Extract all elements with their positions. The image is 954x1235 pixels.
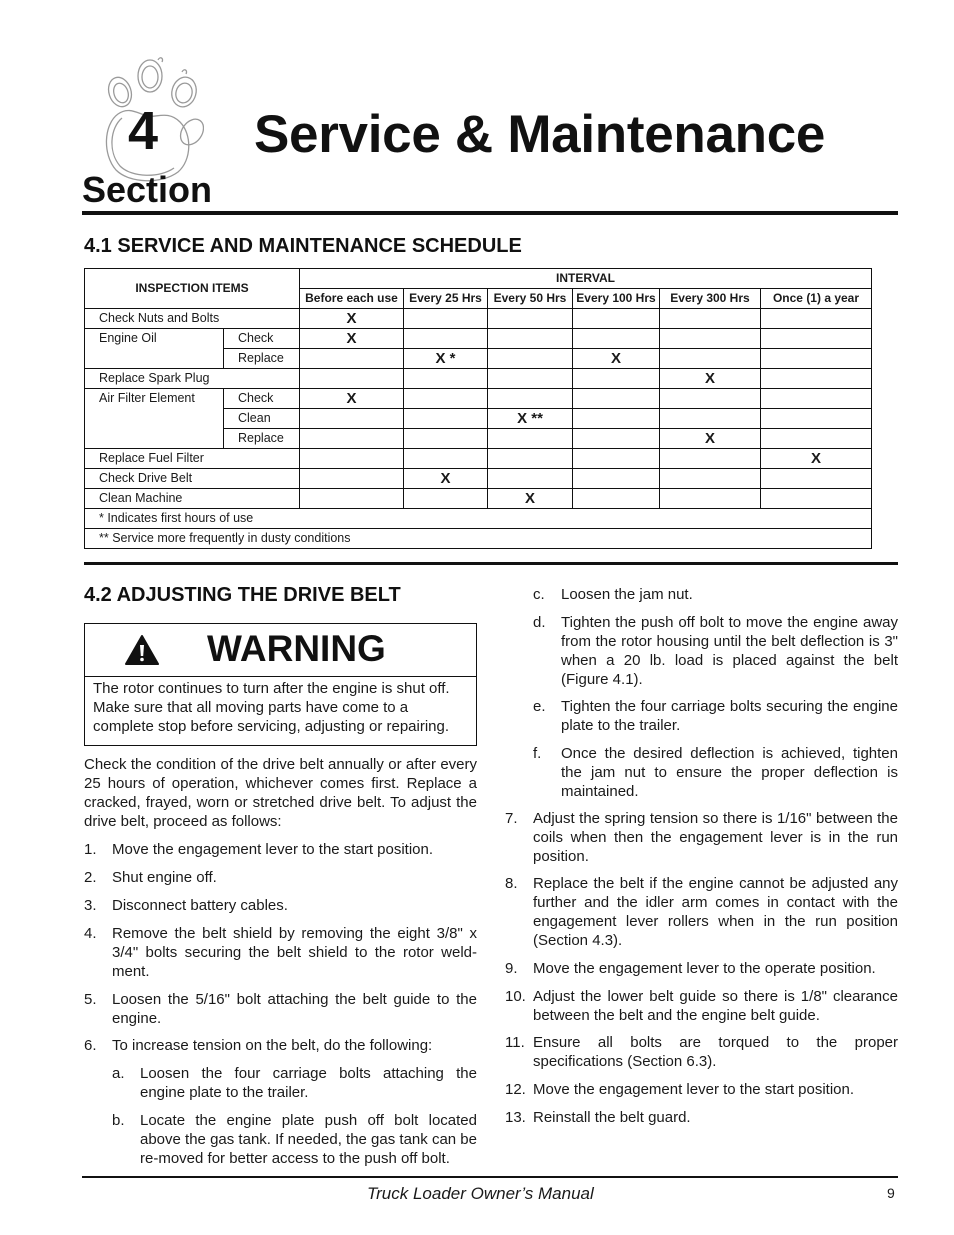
mark-cell (573, 369, 660, 389)
item-cell: Replace Fuel Filter (85, 449, 300, 469)
mark-cell (761, 429, 872, 449)
list-marker: 9. (505, 960, 518, 977)
list-marker: 13. (505, 1109, 526, 1126)
interval-col-header: Every 100 Hrs (573, 289, 660, 309)
mark-cell (404, 329, 488, 349)
item-cell: Check Nuts and Bolts (85, 309, 300, 329)
mark-cell (761, 489, 872, 509)
mark-cell (761, 389, 872, 409)
list-item (533, 613, 898, 689)
list-item (533, 697, 898, 735)
table-row (85, 489, 872, 509)
list-marker: c. (533, 586, 545, 603)
list-item (84, 840, 477, 859)
table-row (85, 309, 872, 329)
mark-cell (488, 369, 573, 389)
list-text: Remove the belt shield by removing the eight 3/8" x 3/4" bolts securing the belt shield to the rotor weld-ment. (112, 925, 477, 980)
mark-cell (660, 349, 761, 369)
footer-divider (82, 1176, 898, 1178)
mark-cell (404, 489, 488, 509)
page-title: Service & Maintenance (254, 105, 826, 164)
table-note-row (85, 529, 872, 549)
mark-cell (488, 329, 573, 349)
list-item (112, 1064, 477, 1102)
mark-cell (488, 469, 573, 489)
mark-cell (300, 489, 404, 509)
warning-box (84, 623, 477, 746)
list-marker: 7. (505, 810, 518, 827)
list-text: Tighten the four carriage bolts securing the engine plate to the trailer. (561, 698, 898, 734)
warning-title: WARNING (207, 628, 386, 669)
warning-triangle-icon (125, 634, 159, 666)
list-text: Move the engagement lever to the start position. (112, 841, 434, 858)
list-text: Locate the engine plate push off bolt located above the gas tank. If needed, the gas tank can be re-moved for better access to the push off bolt. (140, 1112, 477, 1167)
section-number: 4 (128, 101, 159, 161)
list-marker: a. (112, 1065, 125, 1082)
list-text: Loosen the four carriage bolts attaching the engine plate to the trailer. (140, 1065, 477, 1101)
list-marker: 5. (84, 991, 97, 1008)
mark-cell (761, 329, 872, 349)
item-cell: Replace Spark Plug (85, 369, 300, 389)
footnote: ** Service more frequently in dusty conditions (85, 529, 872, 549)
table-row (85, 369, 872, 389)
table-note-row (85, 509, 872, 529)
item-cell: Check Drive Belt (85, 469, 300, 489)
footer-title: Truck Loader Owner’s Manual (367, 1184, 594, 1203)
list-text: Adjust the spring tension so there is 1/16" between the coils when then the engagement lever is in the run position. (533, 810, 898, 865)
mark-cell (300, 369, 404, 389)
list-text: Shut engine off. (112, 869, 217, 886)
list-marker: 10. (505, 988, 526, 1005)
mark-cell (404, 429, 488, 449)
mark-cell: X (488, 489, 573, 509)
list-item (505, 959, 898, 978)
list-item (84, 868, 477, 887)
list-item (505, 1080, 898, 1099)
interval-col-header: Once (1) a year (761, 289, 872, 309)
mark-cell (300, 409, 404, 429)
warning-text: The rotor continues to turn after the engine is shut off. Make sure that all moving parts have come to a complete stop before servicing, adjusting or repairing. (93, 680, 450, 735)
mark-cell (761, 369, 872, 389)
mark-cell (660, 469, 761, 489)
mark-cell (488, 429, 573, 449)
interval-col-header: Every 50 Hrs (488, 289, 573, 309)
list-marker: 3. (84, 897, 97, 914)
list-marker: 1. (84, 841, 97, 858)
mark-cell: X (404, 469, 488, 489)
interval-col-header: Every 25 Hrs (404, 289, 488, 309)
mark-cell (573, 389, 660, 409)
list-item (505, 1033, 898, 1071)
sub-item-cell: Replace (224, 429, 300, 449)
list-text: Loosen the jam nut. (561, 586, 693, 603)
table-row (85, 449, 872, 469)
mark-cell: X (300, 389, 404, 409)
item-cell: Air Filter Element (85, 389, 224, 449)
list-text: Ensure all bolts are torqued to the proper specifications (Section 6.3). (533, 1034, 898, 1070)
list-marker: 6. (84, 1037, 97, 1054)
mark-cell (300, 469, 404, 489)
mark-cell (488, 449, 573, 469)
mark-cell: X (300, 309, 404, 329)
interval-col-header: Before each use (300, 289, 404, 309)
belt-heading: 4.2 ADJUSTING THE DRIVE BELT (84, 584, 401, 606)
list-text: Replace the belt if the engine cannot be adjusted any further and the idler arm comes in contact with the engagement lever rollers when in the run position (Section 4.3). (533, 875, 898, 949)
mark-cell (300, 429, 404, 449)
item-cell: Engine Oil (85, 329, 224, 369)
footnote: * Indicates first hours of use (85, 509, 872, 529)
list-marker: d. (533, 614, 546, 631)
list-marker: e. (533, 698, 546, 715)
table-row (85, 389, 872, 409)
list-marker: 11. (505, 1034, 525, 1051)
mark-cell (488, 389, 573, 409)
title-divider (82, 211, 898, 215)
list-item (505, 987, 898, 1025)
mark-cell (300, 449, 404, 469)
list-text: Move the engagement lever to the operate position. (533, 960, 876, 977)
mark-cell (404, 389, 488, 409)
sub-item-cell: Replace (224, 349, 300, 369)
list-marker: 8. (505, 875, 518, 892)
list-marker: 4. (84, 925, 97, 942)
list-text: Adjust the lower belt guide so there is 1/8" clearance between the belt and the engine belt guide. (533, 988, 898, 1024)
page-number: 9 (887, 1185, 895, 1201)
item-cell: Clean Machine (85, 489, 300, 509)
maintenance-schedule-table (84, 268, 872, 549)
table-row (85, 329, 872, 349)
list-item (84, 990, 477, 1028)
list-text: Once the desired deflection is achieved, tighten the jam nut to ensure the proper deflection is maintained. (561, 745, 898, 800)
mark-cell (660, 489, 761, 509)
list-item (505, 809, 898, 866)
interval-header: INTERVAL (300, 269, 872, 289)
mark-cell (660, 389, 761, 409)
mark-cell (404, 449, 488, 469)
warning-header (85, 624, 476, 677)
mark-cell (573, 329, 660, 349)
list-text: Disconnect battery cables. (112, 897, 288, 914)
mark-cell (573, 449, 660, 469)
list-marker: f. (533, 745, 542, 762)
mark-cell: X (660, 429, 761, 449)
mark-cell (761, 469, 872, 489)
mark-cell (761, 309, 872, 329)
list-text: To increase tension on the belt, do the following: (112, 1037, 433, 1054)
list-item (533, 744, 898, 801)
list-text: Loosen the 5/16" bolt attaching the belt guide to the engine. (112, 991, 477, 1027)
mark-cell (573, 409, 660, 429)
mark-cell (404, 409, 488, 429)
schedule-heading: 4.1 SERVICE AND MAINTENANCE SCHEDULE (84, 235, 522, 257)
list-item (84, 1036, 477, 1055)
list-item (112, 1111, 477, 1168)
mark-cell (660, 309, 761, 329)
interval-col-header: Every 300 Hrs (660, 289, 761, 309)
mark-cell (660, 449, 761, 469)
mark-cell (404, 369, 488, 389)
list-marker: 12. (505, 1081, 526, 1098)
mark-cell (660, 329, 761, 349)
mark-cell (488, 309, 573, 329)
mark-cell (761, 349, 872, 369)
section-label: Section (82, 169, 213, 210)
mark-cell (573, 489, 660, 509)
list-text: Tighten the push off bolt to move the engine away from the rotor housing until the belt deflection is 3" when a 20 lb. load is placed against the belt (Figure 4.1). (561, 614, 898, 688)
mark-cell: X (761, 449, 872, 469)
list-item (533, 585, 898, 604)
list-item (505, 874, 898, 950)
list-item (84, 896, 477, 915)
mark-cell: X (573, 349, 660, 369)
mark-cell (761, 409, 872, 429)
mark-cell (300, 349, 404, 369)
intro-paragraph: Check the condition of the drive belt annually or after every 25 hours of operation, whichever comes first. Replace a cracked, frayed, worn or stretched drive belt. To adjust the drive belt, proceed as follows: (84, 756, 477, 830)
mark-cell (488, 349, 573, 369)
sub-item-cell: Check (224, 329, 300, 349)
sub-item-cell: Check (224, 389, 300, 409)
list-marker: 2. (84, 869, 97, 886)
mark-cell (660, 409, 761, 429)
mark-cell (404, 309, 488, 329)
mark-cell: X * (404, 349, 488, 369)
list-marker: b. (112, 1112, 125, 1129)
list-item (505, 1108, 898, 1127)
mark-cell: X ** (488, 409, 573, 429)
list-text: Move the engagement lever to the start position. (533, 1081, 855, 1098)
list-item (84, 924, 477, 981)
mark-cell (573, 309, 660, 329)
mark-cell: X (660, 369, 761, 389)
mark-cell: X (300, 329, 404, 349)
list-text: Reinstall the belt guard. (533, 1109, 691, 1126)
section-divider (84, 562, 898, 565)
table-row (85, 469, 872, 489)
mark-cell (573, 469, 660, 489)
mark-cell (573, 429, 660, 449)
sub-item-cell: Clean (224, 409, 300, 429)
inspection-items-header: INSPECTION ITEMS (85, 269, 300, 309)
